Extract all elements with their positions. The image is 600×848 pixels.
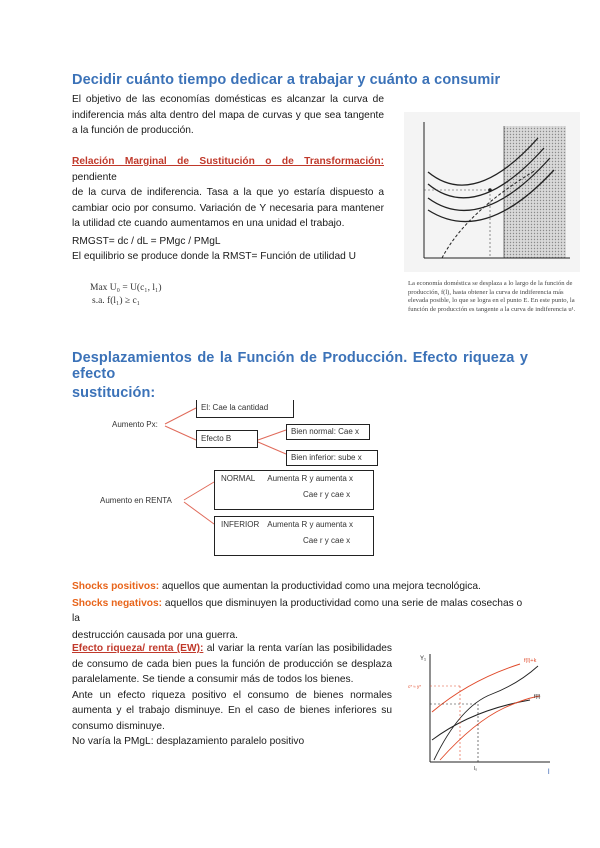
inferior-row (221, 520, 367, 529)
x-axis-label: l (548, 769, 550, 776)
inferior-effect-a: Aumenta R y aumenta x (267, 520, 354, 529)
section2-title-line1: Desplazamientos de la Función de Producción. Efecto riqueza y efecto (72, 350, 528, 382)
inferior-effect-b: Cae r y cae x (303, 536, 351, 545)
intro-line: a la función de producción. (72, 125, 194, 136)
aumento-renta-label: Aumento en RENTA (100, 496, 172, 505)
section1-title: Decidir cuánto tiempo dedicar a trabajar y cuánto a consumir (72, 72, 501, 88)
constraint-line: s.a. f(l₁) ≥ c₁ (92, 296, 140, 306)
intro-line: indiferencia más alta dentro del mapa de curvas y que sea tangente (72, 109, 384, 121)
connector-px-efecto (165, 426, 196, 440)
figure-caption: La economía doméstica se desplaza a lo largo de la función de producción, f(l), hasta obtener la curva de indiferencia más elevada posible, lo que se logra en el punto E. En este punto, la función de producción es tangente a la curva de indiferencia u¹. (408, 280, 576, 313)
max-line: Max U₀ = U(c₁, l₁) (90, 283, 162, 293)
curve-original (432, 700, 530, 740)
shocks-negative-cont: destrucción causada por una guerra. (72, 629, 238, 641)
ante-line: Ante un efecto riqueza positivo el consumo de bienes normales (72, 689, 392, 701)
indifference-curve-a (434, 666, 538, 760)
inferior-box (214, 516, 374, 556)
figure-shift (400, 636, 570, 786)
shocks-negative: Shocks negativos: aquellos que disminuyen la productividad como una serie de malas cosechas o la (72, 597, 523, 624)
section2-title (72, 350, 528, 401)
shocks-positive-label: Shocks positivos: (72, 581, 160, 592)
rms-paragraph (72, 154, 384, 249)
normal-label: NORMAL (221, 474, 256, 483)
normal-effect-b: Cae r y cae x (303, 490, 351, 499)
connector-normal (258, 430, 286, 440)
max-formula (90, 282, 162, 308)
curve-bottom-label: f(l) (534, 694, 541, 700)
connector-renta-normal (184, 482, 214, 500)
efecto-b-box: Efecto B (196, 430, 258, 448)
tick-x0: l₀ (474, 766, 478, 772)
connector-renta-inferior (184, 502, 214, 524)
rms-line: de la curva de indiferencia. Tasa a la que yo estaría dispuesto a (72, 187, 384, 198)
shocks-paragraph (72, 579, 532, 643)
ew-paragraph (72, 641, 392, 750)
indifference-graph (404, 112, 580, 272)
aumento-px-label: Aumento Px: (112, 420, 158, 429)
no-varia-line: No varía la PMgL: desplazamiento paralelo positivo (72, 736, 305, 747)
figure-indifference (404, 112, 580, 272)
rms-line: la utilidad cte cuando aumentamos en una unidad el trabajo. (72, 218, 345, 229)
curve-top-label: f(l)+k (524, 658, 537, 664)
bien-normal-box: Bien normal: Cae x (286, 424, 370, 440)
rms-line: Relación Marginal de Sustitución o de Transformación: pendiente (72, 156, 384, 183)
inferior-label: INFERIOR (221, 520, 260, 529)
normal-effect-a: Aumenta R y aumenta x (267, 474, 354, 483)
connector-inferior (258, 442, 286, 454)
intro-paragraph (72, 92, 384, 139)
connector-px-cae (165, 408, 196, 424)
equilibrium-text: El equilibrio se produce donde la RMST= Función de utilidad U (72, 251, 356, 262)
normal-box (214, 470, 374, 510)
ante-line: consumo disminuye. (72, 720, 165, 732)
shift-graph (400, 636, 570, 786)
tick-y1: c* ≈ y* (408, 684, 421, 689)
ew-line: paralelamente. Se tiende a consumir más de todos los bienes. (72, 674, 354, 685)
formula: RMGST= dc / dL = PMgc / PMgL (72, 235, 221, 247)
cae-cantidad-box: El: Cae la cantidad (196, 400, 294, 418)
ew-line: de consumo de cada bien pues la función de producción se desplaza (72, 658, 392, 670)
ante-line: aumenta y el trabajo disminuye. En el caso de bienes inferiores su (72, 705, 392, 716)
indifference-curve-b (440, 696, 540, 760)
intro-line: El objetivo de las economías domésticas es alcanzar la curva de (72, 94, 384, 105)
ew-term: Efecto riqueza/ renta (EW): (72, 643, 204, 654)
bien-inferior-box: Bien inferior: sube x (286, 450, 378, 466)
rms-line: cambiar ocio por consumo. Variación de Y necesaria para mantener (72, 202, 384, 214)
shocks-positive: Shocks positivos: aquellos que aumentan la productividad como una mejora tecnológica. (72, 581, 481, 592)
ew-line: Efecto riqueza/ renta (EW): al variar la renta varían las posibilidades (72, 643, 392, 654)
section2-title-line2: sustitución: (72, 385, 156, 401)
normal-row (221, 474, 367, 483)
equilibrium-point (488, 188, 492, 192)
effects-diagram (100, 396, 400, 566)
shocks-negative-label: Shocks negativos: (72, 597, 163, 609)
y-axis-label: Y₁ (420, 656, 427, 662)
rms-term: Relación Marginal de Sustitución o de Transformación: (72, 156, 384, 167)
